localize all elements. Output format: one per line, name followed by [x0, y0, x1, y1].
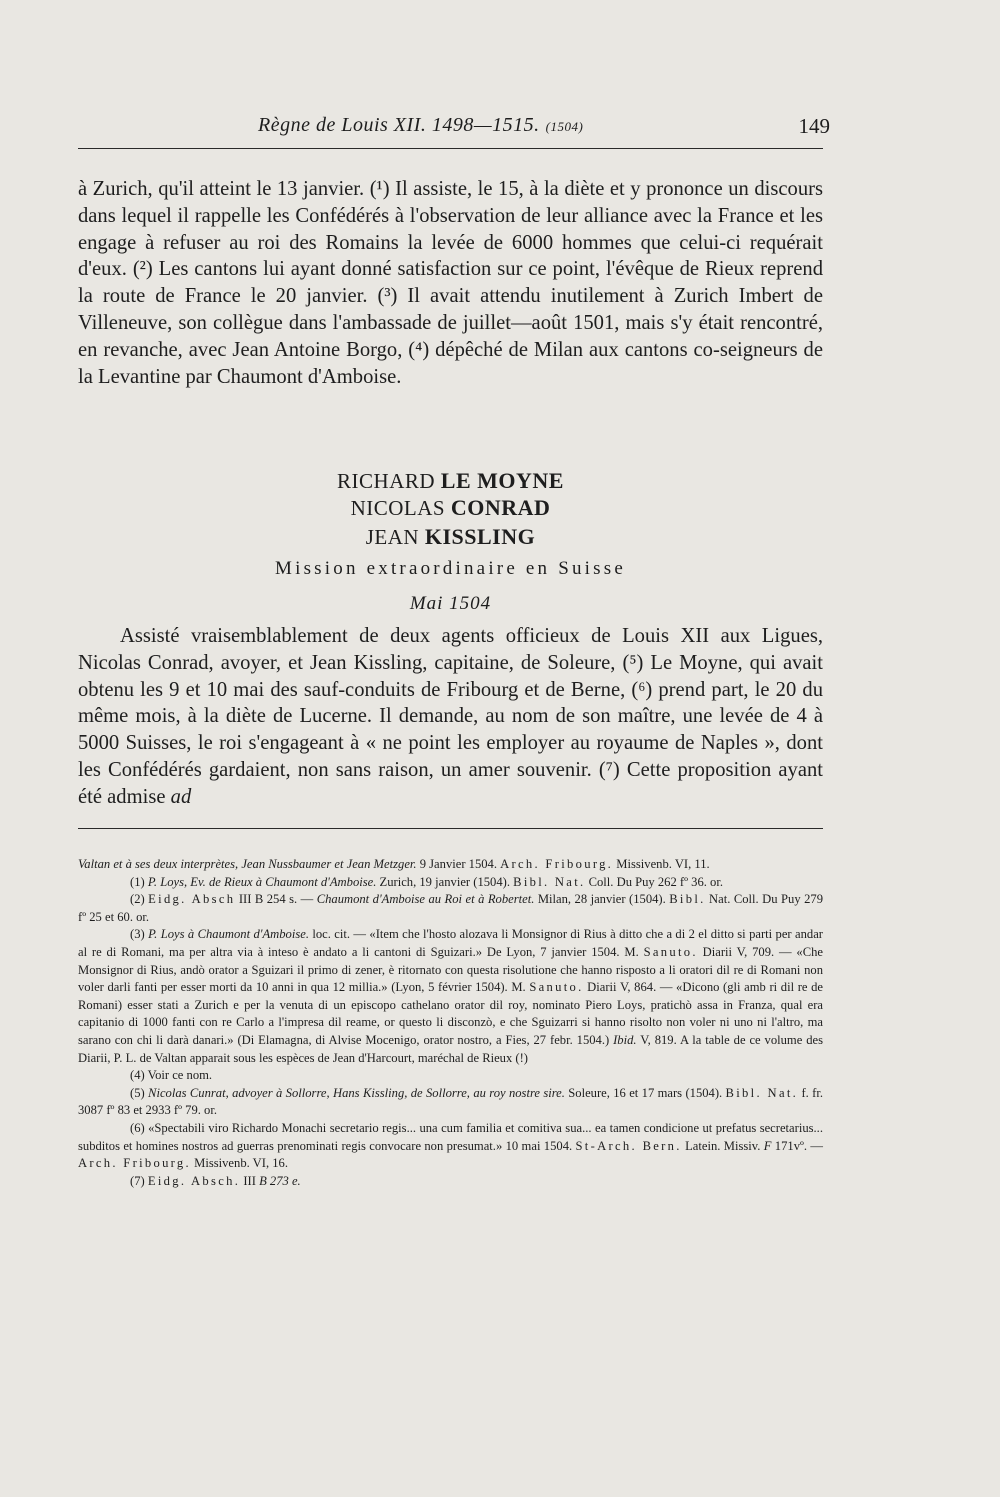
footnotes — [78, 856, 823, 1190]
heading-date: Mai 1504 — [409, 593, 492, 614]
footnote-7: (7) Eidg. Absch. III B 273 e. — [130, 1173, 301, 1188]
footnote-6: (6) «Spectabili viro Richardo Monachi secretario regis... una cum familia et comitiva sua... ea tamen condicione ut prefatus secretarius... subditos et homines nostros ad guerras prenominati regis convocare non presumat.» 10 mai 1504. St-Arch. Bern. Latein. Missiv. F 171vº. — Arch. Fribourg. Missivenb. VI, 16. — [78, 1120, 824, 1171]
footnote-2: (2) Eidg. Absch III B 254 s. — Chaumont d'Amboise au Roi et à Robertet. Milan, 28 janvier (1504). Bibl. Nat. Coll. Du Puy 279 fº 25 et 60. or. — [78, 892, 823, 924]
heading-name-kissling: JEAN KISSLING — [365, 524, 536, 549]
heading-name-conrad: NICOLAS CONRAD — [350, 495, 551, 520]
heading-mission: Mission extraordinaire en Suisse — [275, 558, 626, 579]
paragraph-text: à Zurich, qu'il atteint le 13 janvier. (¹) Il assiste, le 15, à la diète et y prononce un discours dans lequel il rappelle les Confédérés à l'observation de leur alliance avec la France et les engage à refuser au roi des Romains la levée de 6000 hommes que celui-ci requérait d'eux. (²) Les cantons lui ayant donné satisfaction sur ce point, l'évêque de Rieux reprend la route de France le 20 janvier. (³) Il avait attendu inutilement à Zurich Imbert de Villeneuve, son collègue dans l'ambassade de juillet—août 1501, mais s'y était rencontré, en revanche, avec Jean Antoine Borgo, (⁴) dépêché de Milan aux cantons co-seigneurs de la Levantine par Chaumont d'Amboise. — [78, 178, 823, 388]
footnote-5: (5) Nicolas Cunrat, advoyer à Sollorre, Hans Kissling, de Sollorre, au roy nostre sire. Soleure, 16 et 17 mars (1504). Bibl. Nat. f. fr. 3087 fº 83 et 2933 fº 79. or. — [78, 1085, 823, 1118]
heading-name-le-moyne: RICHARD LE MOYNE — [337, 468, 564, 493]
running-title-year: (1504) — [545, 119, 584, 134]
running-title: Règne de Louis XII. 1498—1515. (1504) — [258, 114, 584, 136]
page-number: 149 — [798, 114, 830, 138]
footnote-4: (4) Voir ce nom. — [130, 1068, 213, 1083]
footnote-1: (1) P. Loys, Ev. de Rieux à Chaumont d'Amboise. Zurich, 19 janvier (1504). Bibl. Nat. Coll. Du Puy 262 fº 36. or. — [130, 874, 724, 889]
paragraph-continuation — [78, 176, 823, 390]
paragraph-end-italic: ad — [170, 785, 192, 808]
page-header — [78, 114, 830, 144]
header-rule — [78, 148, 823, 149]
footnote-3: (3) P. Loys à Chaumont d'Amboise. loc. cit. — «Item che l'hosto alozava li Monsignor di Rius à ditto che a di 2 el ditto si parti per andar al re di Romani, ma per altra via à inteso è andato a li cantoni di Sguizari.» De Lyon, 7 janvier 1504. M. Sanuto. Diarii V, 709. — «Che Monsignor di Rius, andò orator a Sguizari il primo di zener, è ritornato con questa risolutione che hanno risposto a li oratori dil re di Romani non voler darli fanti per esser morti da 10 anni in qua 12 millia.» (Lyon, 5 février 1504). M. Sanuto. Diarii V, 864. — «Dicono (gli amb ri dil re de Romani) esser stati a Zurich e per la venuta di un episcopo cathelano orator dil roy, nominato Piero Loys, pratichò assa in Franza, qual era capitanio di 1000 fanti con re Carlo a l'impresa dil reame, or questo li disconzò, e che Sguizarri si hanno risolto non voler ni uno ni l'altro, ma sarano con chi li darà danari.» (Di Elamagna, di Alvise Mocenigo, orator nostro, a Fies, 27 febr. 1504.) Ibid. V, 819. A la table de ce volume des Diarii, P. L. de Valtan apparait sous les espèces de Jean d'Harcourt, maréchal de Rieux (!) — [78, 927, 823, 1065]
footnote-rule — [78, 828, 823, 829]
paragraph-text: Assisté vraisemblablement de deux agents officieux de Louis XII aux Ligues, Nicolas Conrad, avoyer, et Jean Kissling, capitaine, de Soleure, (⁵) Le Moyne, qui avait obtenu les 9 et 10 mai des sauf-conduits de Fribourg et de Berne, (⁶) prend part, le 20 du même mois, à la diète de Lucerne. Il demande, au nom de son maître, une levée de 4 à 5000 Suisses, le roi s'engageant à « ne point les employer au royaume de Naples », dont les Confédérés gardaient, non sans raison, un amer souvenir. (⁷) Cette proposition ayant été admise — [78, 625, 823, 808]
footnote-continuation: Valtan et à ses deux interprètes, Jean Nussbaumer et Jean Metzger. 9 Janvier 1504. Arch. Fribourg. Missivenb. VI, 11. — [78, 857, 710, 871]
paragraph-mission — [78, 623, 823, 811]
